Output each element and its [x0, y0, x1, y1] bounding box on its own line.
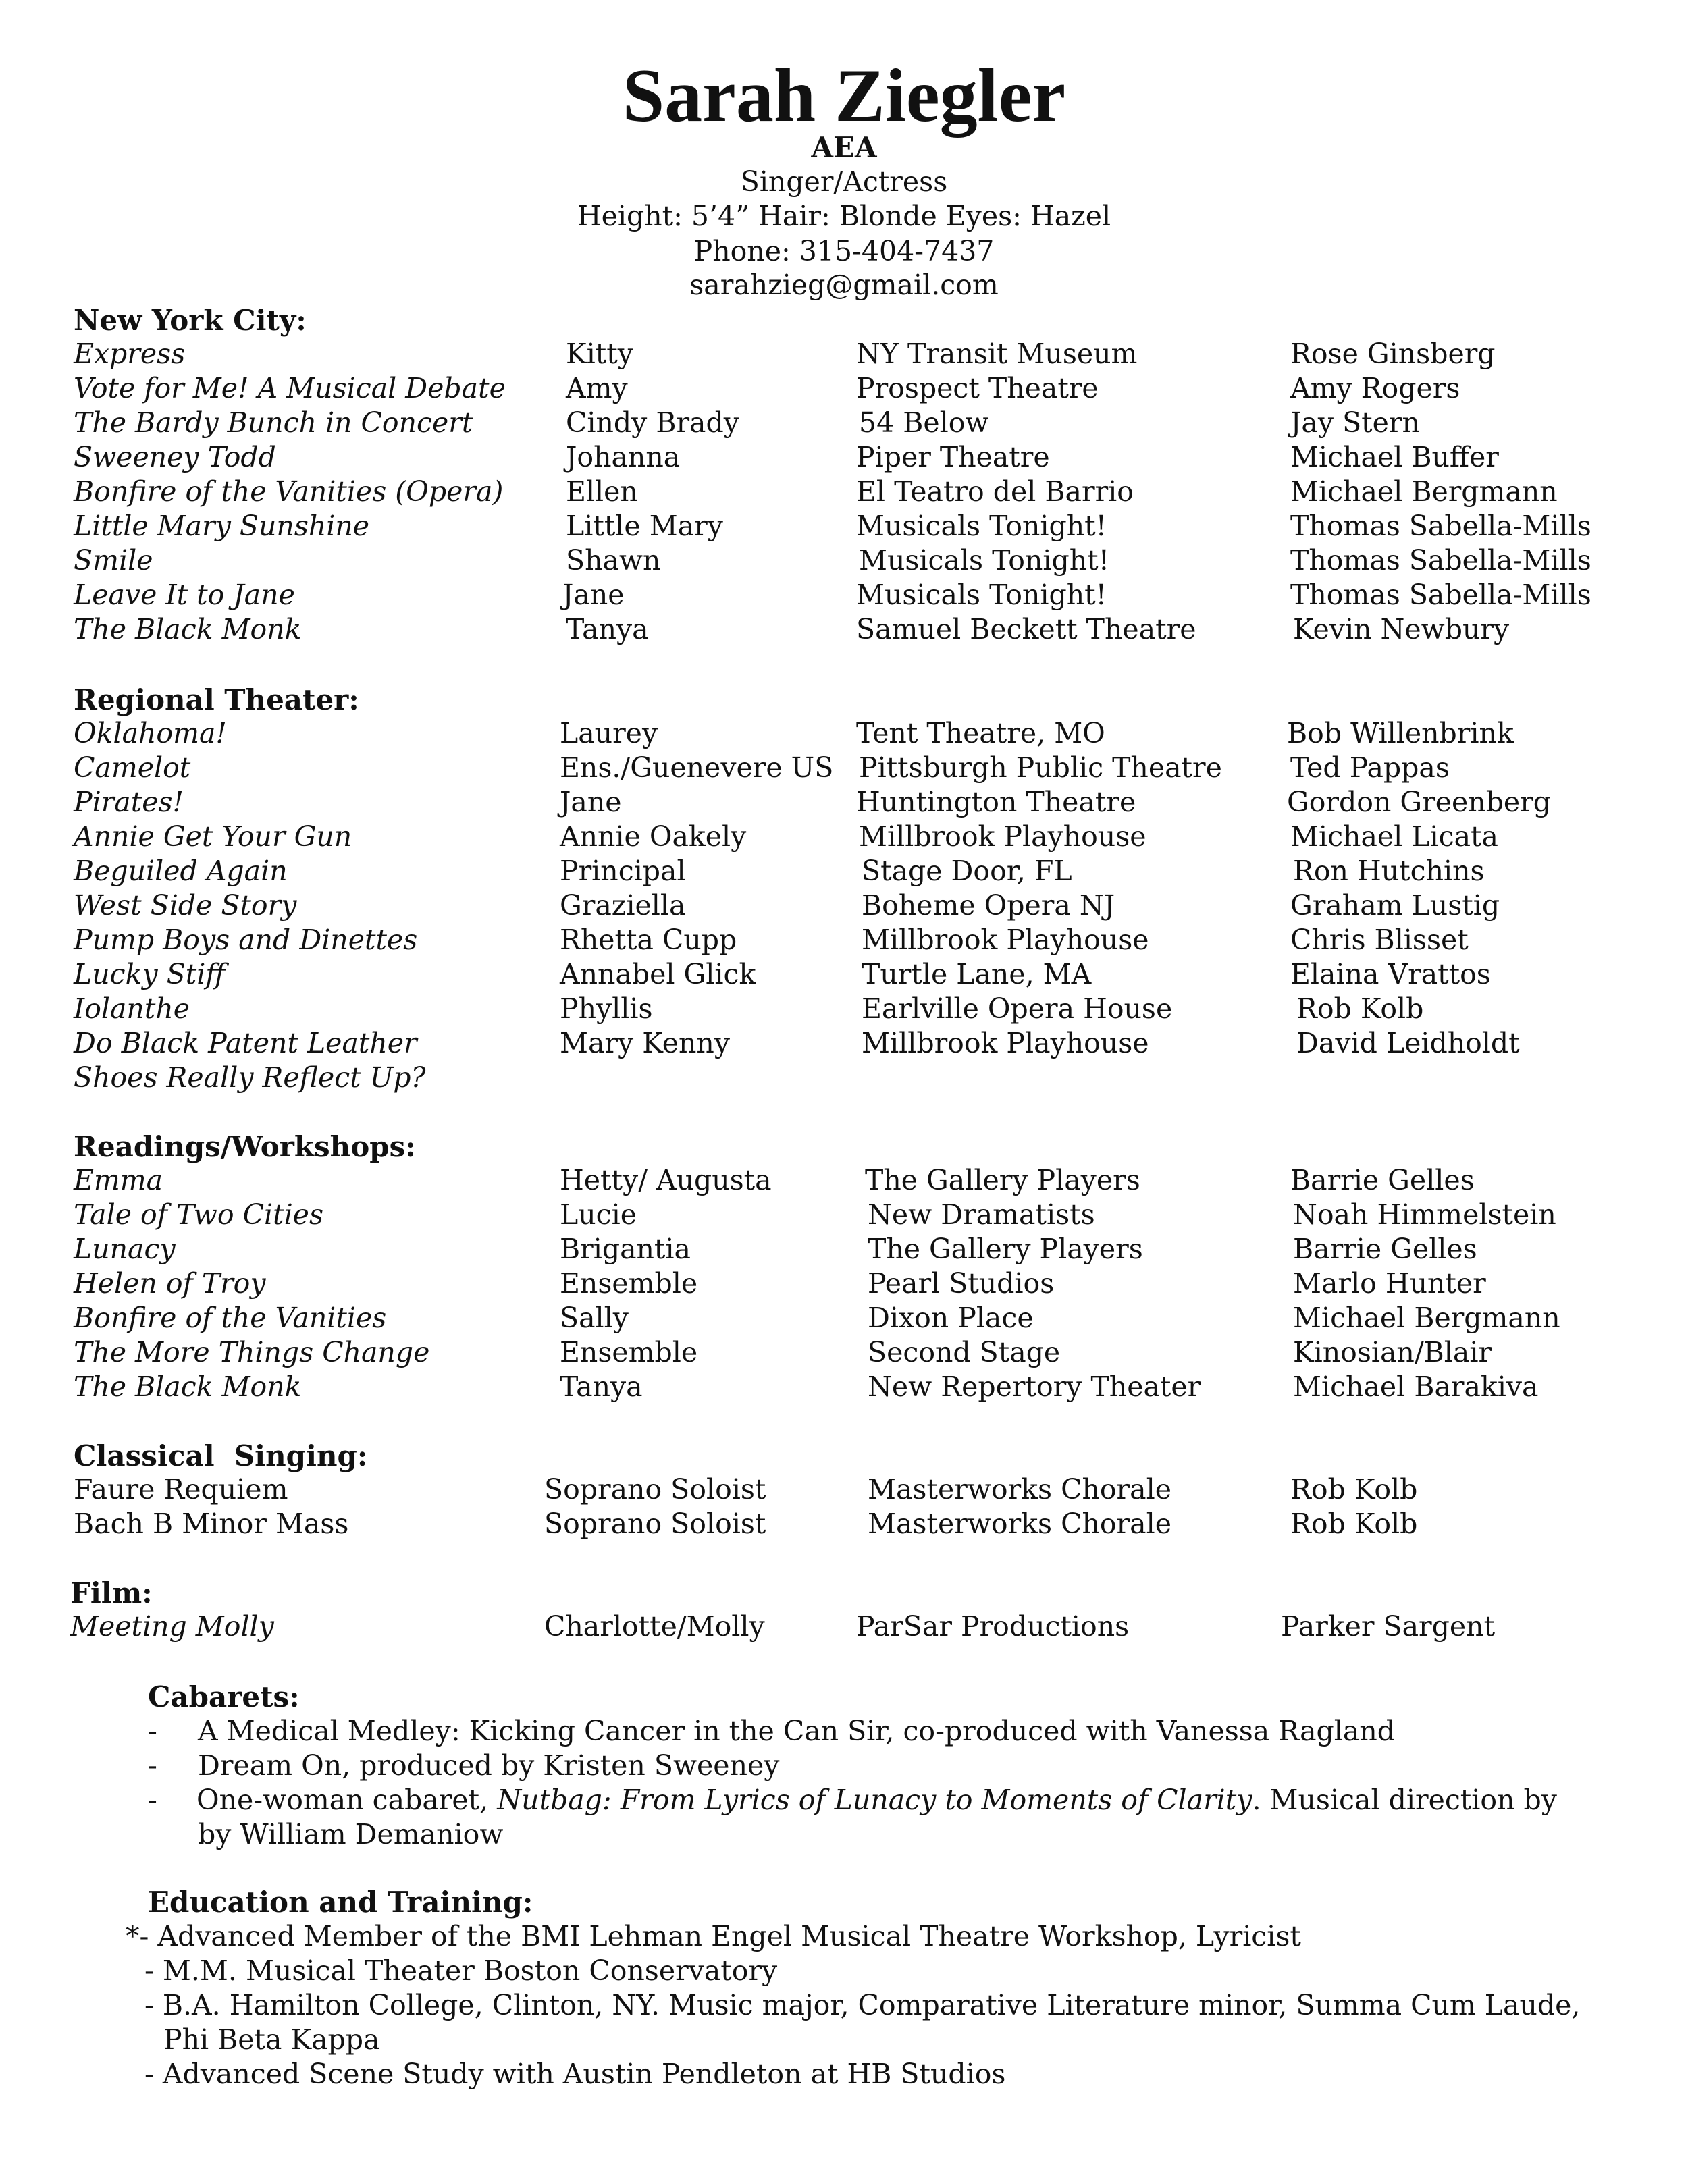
- cabaret-show-title: Nutbag: From Lyrics of Lunacy to Moments of Clarity: [497, 1784, 1252, 1816]
- director: Thomas Sabella-Mills: [1290, 544, 1591, 577]
- show-title: The Bardy Bunch in Concert: [74, 406, 473, 439]
- director: Ted Pappas: [1290, 751, 1450, 784]
- director: Parker Sargent: [1281, 1610, 1496, 1643]
- education-item: - Advanced Scene Study with Austin Pendleton at HB Studios: [144, 2058, 1006, 2090]
- role: Graziella: [560, 889, 686, 922]
- director: Rose Ginsberg: [1290, 338, 1496, 370]
- venue: Second Stage: [868, 1336, 1061, 1368]
- phone-number: Phone: 315-404-7437: [693, 235, 995, 267]
- venue: El Teatro del Barrio: [856, 475, 1134, 508]
- role: Ellen: [566, 475, 638, 508]
- production-company: ParSar Productions: [856, 1610, 1130, 1643]
- venue: NY Transit Museum: [856, 338, 1138, 370]
- role: Jane: [562, 579, 625, 611]
- show-title: Bonfire of the Vanities (Opera): [74, 475, 504, 508]
- show-title: Vote for Me! A Musical Debate: [74, 372, 506, 404]
- director: Michael Licata: [1290, 820, 1498, 853]
- director: Rob Kolb: [1296, 992, 1424, 1025]
- director: Chris Blisset: [1290, 924, 1469, 956]
- venue: Musicals Tonight!: [856, 579, 1107, 611]
- education-item: - B.A. Hamilton College, Clinton, NY. Music major, Comparative Literature minor, Summa Cum Laude,: [144, 1989, 1581, 2021]
- show-title: Little Mary Sunshine: [74, 510, 370, 542]
- role: Jane: [560, 786, 622, 818]
- director: Michael Bergmann: [1293, 1302, 1560, 1334]
- venue: Millbrook Playhouse: [862, 1027, 1149, 1059]
- director: Jay Stern: [1290, 406, 1420, 439]
- venue: Millbrook Playhouse: [859, 820, 1146, 853]
- role: Laurey: [560, 717, 658, 749]
- show-title: Iolanthe: [74, 992, 190, 1025]
- venue: Earlville Opera House: [862, 992, 1173, 1025]
- role: Ensemble: [560, 1336, 698, 1368]
- director: Kevin Newbury: [1293, 613, 1510, 645]
- venue: Musicals Tonight!: [859, 544, 1110, 577]
- show-title: Meeting Molly: [70, 1610, 274, 1643]
- show-title: Emma: [74, 1164, 163, 1196]
- director: Amy Rogers: [1290, 372, 1460, 404]
- role: Little Mary: [566, 510, 723, 542]
- role: Phyllis: [560, 992, 653, 1025]
- venue: Pearl Studios: [868, 1267, 1055, 1300]
- section-heading-readings: Readings/Workshops:: [74, 1130, 416, 1163]
- director: Ron Hutchins: [1293, 855, 1485, 887]
- show-title: Camelot: [74, 751, 191, 784]
- director: David Leidholdt: [1296, 1027, 1520, 1059]
- venue: Piper Theatre: [856, 441, 1050, 473]
- show-title: Do Black Patent Leather: [74, 1027, 417, 1059]
- education-item: - M.M. Musical Theater Boston Conservatory: [144, 1954, 778, 1987]
- role: Annie Oakely: [560, 820, 747, 853]
- show-title: Beguiled Again: [74, 855, 288, 887]
- venue: Masterworks Chorale: [868, 1508, 1171, 1540]
- show-title: Helen of Troy: [74, 1267, 266, 1300]
- show-title: Pump Boys and Dinettes: [74, 924, 418, 956]
- role: Annabel Glick: [560, 958, 756, 990]
- cabaret-text: A Medical Medley: Kicking Cancer in the Can Sir, co-produced with Vanessa Ragland: [198, 1715, 1395, 1747]
- physical-stats: Height: 5’4” Hair: Blonde Eyes: Hazel: [577, 200, 1111, 232]
- venue: Turtle Lane, MA: [862, 958, 1092, 990]
- section-heading-film: Film:: [70, 1576, 153, 1609]
- venue: Tent Theatre, MO: [856, 717, 1105, 749]
- venue: New Dramatists: [868, 1198, 1095, 1231]
- education-item: *- Advanced Member of the BMI Lehman Engel Musical Theatre Workshop, Lyricist: [126, 1920, 1301, 1952]
- director: Noah Himmelstein: [1293, 1198, 1556, 1231]
- cabaret-text-lead: One-woman cabaret,: [196, 1784, 498, 1816]
- piece-title: Faure Requiem: [74, 1473, 288, 1506]
- role: Lucie: [560, 1198, 637, 1231]
- venue: Musicals Tonight!: [856, 510, 1107, 542]
- show-title: The More Things Change: [74, 1336, 430, 1368]
- role: Charlotte/Molly: [544, 1610, 765, 1643]
- cabaret-text-tail: . Musical direction by: [1252, 1784, 1557, 1816]
- director: Michael Bergmann: [1290, 475, 1558, 508]
- show-title: Tale of Two Cities: [74, 1198, 323, 1231]
- director: Barrie Gelles: [1293, 1233, 1477, 1265]
- role: Brigantia: [560, 1233, 691, 1265]
- director: Rob Kolb: [1290, 1508, 1418, 1540]
- venue: Boheme Opera NJ: [862, 889, 1115, 922]
- venue: The Gallery Players: [865, 1164, 1140, 1196]
- show-title: Annie Get Your Gun: [74, 820, 352, 853]
- director: Elaina Vrattos: [1290, 958, 1491, 990]
- role: Soprano Soloist: [544, 1508, 766, 1540]
- director: Kinosian/Blair: [1293, 1336, 1492, 1368]
- role: Kitty: [566, 338, 633, 370]
- director: Marlo Hunter: [1293, 1267, 1486, 1300]
- director: Barrie Gelles: [1290, 1164, 1475, 1196]
- show-title: Leave It to Jane: [74, 579, 295, 611]
- resume-name: Sarah Ziegler: [622, 54, 1066, 138]
- section-heading-education: Education and Training:: [148, 1886, 533, 1919]
- section-heading-regional: Regional Theater:: [74, 683, 359, 716]
- show-title: Bonfire of the Vanities: [74, 1302, 387, 1334]
- show-title: West Side Story: [74, 889, 297, 922]
- role: Ens./Guenevere US: [560, 751, 834, 784]
- role: Mary Kenny: [560, 1027, 730, 1059]
- venue: Stage Door, FL: [862, 855, 1072, 887]
- union-affiliation: AEA: [811, 131, 877, 164]
- piece-title: Bach B Minor Mass: [74, 1508, 349, 1540]
- venue: Dixon Place: [868, 1302, 1034, 1334]
- role: Soprano Soloist: [544, 1473, 766, 1506]
- bullet-dash: -: [148, 1749, 157, 1782]
- role: Tanya: [566, 613, 649, 645]
- role: Ensemble: [560, 1267, 698, 1300]
- education-item-continuation: Phi Beta Kappa: [163, 2023, 380, 2056]
- performer-type: Singer/Actress: [740, 165, 948, 198]
- show-title: Pirates!: [74, 786, 184, 818]
- director: Thomas Sabella-Mills: [1290, 579, 1591, 611]
- director: Thomas Sabella-Mills: [1290, 510, 1591, 542]
- section-heading-nyc: New York City:: [74, 304, 307, 337]
- bullet-dash: -: [148, 1715, 157, 1747]
- director: Gordon Greenberg: [1287, 786, 1552, 818]
- show-title: Smile: [74, 544, 153, 577]
- role: Shawn: [566, 544, 661, 577]
- cabaret-text: [196, 1786, 1557, 1814]
- role: Amy: [566, 372, 628, 404]
- show-title: Lucky Stiff: [74, 958, 226, 990]
- role: Rhetta Cupp: [560, 924, 737, 956]
- cabaret-text-continuation: by William Demaniow: [198, 1818, 504, 1850]
- director: Michael Buffer: [1290, 441, 1499, 473]
- section-heading-classical: Classical Singing:: [74, 1439, 368, 1472]
- show-title: Lunacy: [74, 1233, 176, 1265]
- venue: Millbrook Playhouse: [862, 924, 1149, 956]
- venue: The Gallery Players: [868, 1233, 1143, 1265]
- role: Sally: [560, 1302, 629, 1334]
- show-title-continuation: Shoes Really Reflect Up?: [74, 1061, 426, 1094]
- venue: Samuel Beckett Theatre: [856, 613, 1196, 645]
- venue: New Repertory Theater: [868, 1370, 1201, 1403]
- role: Johanna: [566, 441, 681, 473]
- role: Principal: [560, 855, 686, 887]
- director: Michael Barakiva: [1293, 1370, 1539, 1403]
- role: Cindy Brady: [566, 406, 739, 439]
- section-heading-cabarets: Cabarets:: [148, 1680, 300, 1713]
- role: Hetty/ Augusta: [560, 1164, 772, 1196]
- email-address[interactable]: sarahzieg@gmail.com: [689, 269, 999, 301]
- show-title: Express: [74, 338, 186, 370]
- venue: Huntington Theatre: [856, 786, 1136, 818]
- director: Graham Lustig: [1290, 889, 1500, 922]
- show-title: Oklahoma!: [74, 717, 227, 749]
- show-title: The Black Monk: [74, 613, 302, 645]
- venue: 54 Below: [859, 406, 989, 439]
- role: Tanya: [560, 1370, 643, 1403]
- venue: Prospect Theatre: [856, 372, 1099, 404]
- director: Rob Kolb: [1290, 1473, 1418, 1506]
- show-title: The Black Monk: [74, 1370, 302, 1403]
- venue: Pittsburgh Public Theatre: [859, 751, 1222, 784]
- venue: Masterworks Chorale: [868, 1473, 1171, 1506]
- cabaret-text: Dream On, produced by Kristen Sweeney: [198, 1749, 780, 1782]
- show-title: Sweeney Todd: [74, 441, 276, 473]
- bullet-dash: -: [148, 1784, 157, 1816]
- director: Bob Willenbrink: [1287, 717, 1514, 749]
